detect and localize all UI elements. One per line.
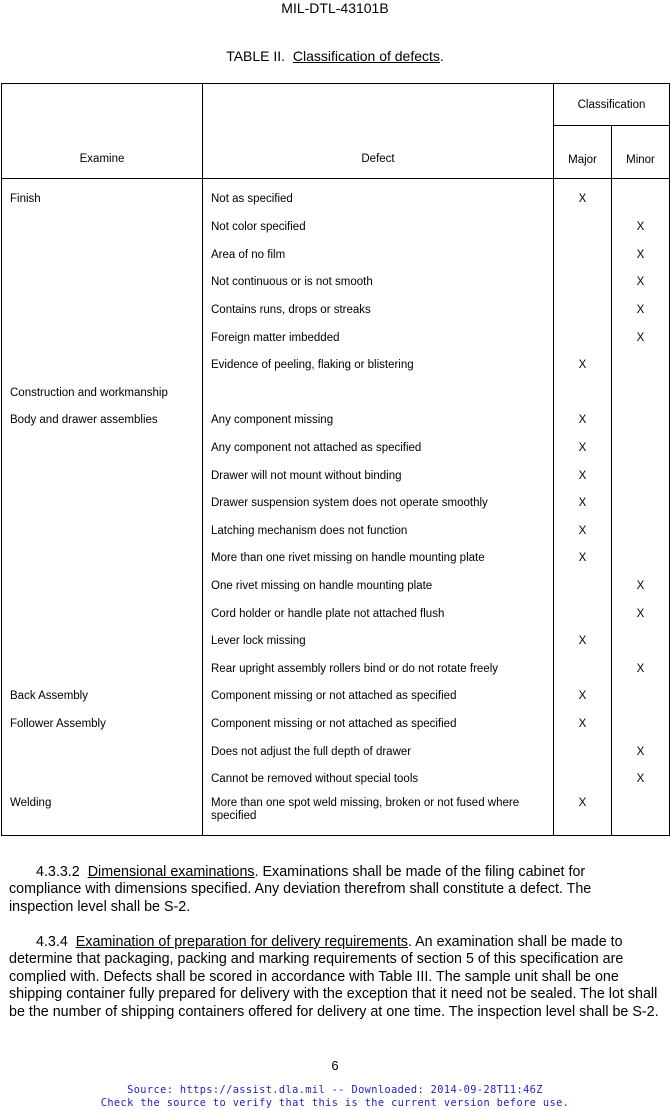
table-title	[0, 48, 670, 64]
major-mark	[554, 242, 612, 270]
source-line-2: Check the source to verify that this is the current version before use.	[100, 1097, 570, 1109]
defect-cell: Not as specified	[203, 179, 554, 215]
section-body: . An examination shall be made to determine that packaging, packing and marking requirements of section 5 of this specification are complied with. Defects shall be scored in accordance with Table III. The sample unit shall be one shipping container fully prepared for delivery with the exception that it need not be sealed. The lot shall be the number of shipping containers offered for delivery at one time. The inspection level shall be S-2.	[9, 934, 659, 1020]
minor-mark: X	[612, 269, 670, 297]
minor-mark	[612, 435, 670, 463]
minor-mark	[612, 380, 670, 408]
major-mark: X	[554, 711, 612, 739]
minor-mark	[612, 462, 670, 490]
defect-cell: Any component not attached as specified	[203, 435, 554, 463]
table-row	[2, 214, 670, 242]
table-row	[2, 683, 670, 711]
table-row	[2, 407, 670, 435]
table-row	[2, 297, 670, 325]
minor-mark: X	[612, 766, 670, 794]
minor-mark	[612, 407, 670, 435]
major-mark	[554, 297, 612, 325]
defect-cell: Lever lock missing	[203, 628, 554, 656]
examine-cell: Construction and workmanship	[2, 380, 203, 408]
minor-mark: X	[612, 214, 670, 242]
defect-cell: Cannot be removed without special tools	[203, 766, 554, 794]
major-mark: X	[554, 545, 612, 573]
examine-cell	[2, 738, 203, 766]
examine-cell	[2, 518, 203, 546]
examine-cell	[2, 352, 203, 380]
table-row	[2, 518, 670, 546]
examine-cell: Body and drawer assemblies	[2, 407, 203, 435]
defect-cell: Not continuous or is not smooth	[203, 269, 554, 297]
defects-table-body	[2, 179, 670, 836]
major-mark: X	[554, 435, 612, 463]
header-defect: Defect	[203, 84, 554, 179]
examine-cell	[2, 628, 203, 656]
section-title: Dimensional examinations	[87, 864, 255, 880]
defect-cell: Cord holder or handle plate not attached flush	[203, 600, 554, 628]
header-classification: Classification	[554, 84, 670, 126]
table-title-prefix: TABLE II.	[226, 48, 286, 64]
table-title-text: Classification of defects	[292, 48, 440, 64]
table-row	[2, 766, 670, 794]
major-mark	[554, 766, 612, 794]
defect-cell: Rear upright assembly rollers bind or do not rotate freely	[203, 656, 554, 684]
examine-cell	[2, 573, 203, 601]
examine-cell	[2, 269, 203, 297]
minor-mark	[612, 518, 670, 546]
examine-cell	[2, 600, 203, 628]
defect-cell: Any component missing	[203, 407, 554, 435]
major-mark	[554, 573, 612, 601]
examine-cell	[2, 297, 203, 325]
table-row	[2, 793, 670, 836]
table-row	[2, 352, 670, 380]
examine-cell: Welding	[2, 793, 203, 836]
examine-cell: Back Assembly	[2, 683, 203, 711]
table-row	[2, 600, 670, 628]
defect-cell: Drawer will not mount without binding	[203, 462, 554, 490]
major-mark: X	[554, 179, 612, 215]
minor-mark: X	[612, 656, 670, 684]
header-major: Major	[554, 126, 612, 179]
table-row	[2, 462, 670, 490]
minor-mark	[612, 545, 670, 573]
major-mark	[554, 214, 612, 242]
header-minor: Minor	[612, 126, 670, 179]
examine-cell	[2, 656, 203, 684]
examine-cell	[2, 214, 203, 242]
major-mark: X	[554, 793, 612, 836]
header-examine: Examine	[2, 84, 203, 179]
section-dimensional-examinations	[9, 864, 659, 916]
major-mark	[554, 738, 612, 766]
major-mark: X	[554, 518, 612, 546]
major-mark: X	[554, 683, 612, 711]
major-mark: X	[554, 628, 612, 656]
source-notice	[0, 1084, 670, 1110]
major-mark: X	[554, 462, 612, 490]
table-row	[2, 711, 670, 739]
defect-cell: Not color specified	[203, 214, 554, 242]
defects-table	[1, 83, 670, 836]
major-mark: X	[554, 352, 612, 380]
section-preparation-examination	[9, 934, 659, 1021]
examine-cell	[2, 242, 203, 270]
examine-cell	[2, 462, 203, 490]
defect-cell: One rivet missing on handle mounting plate	[203, 573, 554, 601]
major-mark	[554, 656, 612, 684]
major-mark: X	[554, 490, 612, 518]
minor-mark: X	[612, 573, 670, 601]
examine-cell	[2, 545, 203, 573]
minor-mark: X	[612, 324, 670, 352]
minor-mark: X	[612, 242, 670, 270]
table-row	[2, 656, 670, 684]
defect-cell: Evidence of peeling, flaking or blistering	[203, 352, 554, 380]
section-title: Examination of preparation for delivery requirements	[75, 934, 408, 950]
section-number: 4.3.3.2	[36, 864, 80, 880]
section-body: . Examinations shall be made of the filing cabinet for compliance with dimensions specified. Any deviation therefrom shall constitute a defect. The inspection level shall be S-2.	[9, 864, 592, 915]
examine-cell: Follower Assembly	[2, 711, 203, 739]
table-row	[2, 242, 670, 270]
defect-cell: Contains runs, drops or streaks	[203, 297, 554, 325]
table-row	[2, 269, 670, 297]
minor-mark	[612, 793, 670, 836]
minor-mark	[612, 352, 670, 380]
minor-mark	[612, 628, 670, 656]
examine-cell	[2, 490, 203, 518]
minor-mark: X	[612, 297, 670, 325]
table-row	[2, 628, 670, 656]
defect-cell: Foreign matter imbedded	[203, 324, 554, 352]
major-mark: X	[554, 407, 612, 435]
minor-mark	[612, 711, 670, 739]
table-title-suffix: .	[439, 48, 444, 64]
minor-mark: X	[612, 738, 670, 766]
source-line-1: Source: https://assist.dla.mil -- Downloaded: 2014-09-28T11:46Z	[127, 1084, 543, 1096]
defect-cell: More than one rivet missing on handle mounting plate	[203, 545, 554, 573]
minor-mark	[612, 490, 670, 518]
major-mark	[554, 269, 612, 297]
major-mark	[554, 380, 612, 408]
defect-cell: Does not adjust the full depth of drawer	[203, 738, 554, 766]
defect-cell: Component missing or not attached as specified	[203, 711, 554, 739]
table-row	[2, 738, 670, 766]
table-row	[2, 545, 670, 573]
minor-mark	[612, 683, 670, 711]
table-row	[2, 324, 670, 352]
examine-cell	[2, 766, 203, 794]
defect-cell: Drawer suspension system does not operate smoothly	[203, 490, 554, 518]
defect-cell: Latching mechanism does not function	[203, 518, 554, 546]
minor-mark	[612, 179, 670, 215]
defect-cell: Area of no film	[203, 242, 554, 270]
defect-cell: More than one spot weld missing, broken or not fused where specified	[203, 793, 554, 836]
defect-cell: Component missing or not attached as specified	[203, 683, 554, 711]
table-row	[2, 490, 670, 518]
table-row	[2, 435, 670, 463]
examine-cell	[2, 324, 203, 352]
minor-mark: X	[612, 600, 670, 628]
section-number: 4.3.4	[36, 934, 68, 950]
table-row	[2, 573, 670, 601]
table-row	[2, 380, 670, 408]
examine-cell	[2, 435, 203, 463]
examine-cell: Finish	[2, 179, 203, 215]
major-mark	[554, 600, 612, 628]
major-mark	[554, 324, 612, 352]
table-row	[2, 179, 670, 215]
defect-cell	[203, 380, 554, 408]
document-id: MIL-DTL-43101B	[281, 0, 389, 16]
page-number: 6	[331, 1058, 339, 1073]
